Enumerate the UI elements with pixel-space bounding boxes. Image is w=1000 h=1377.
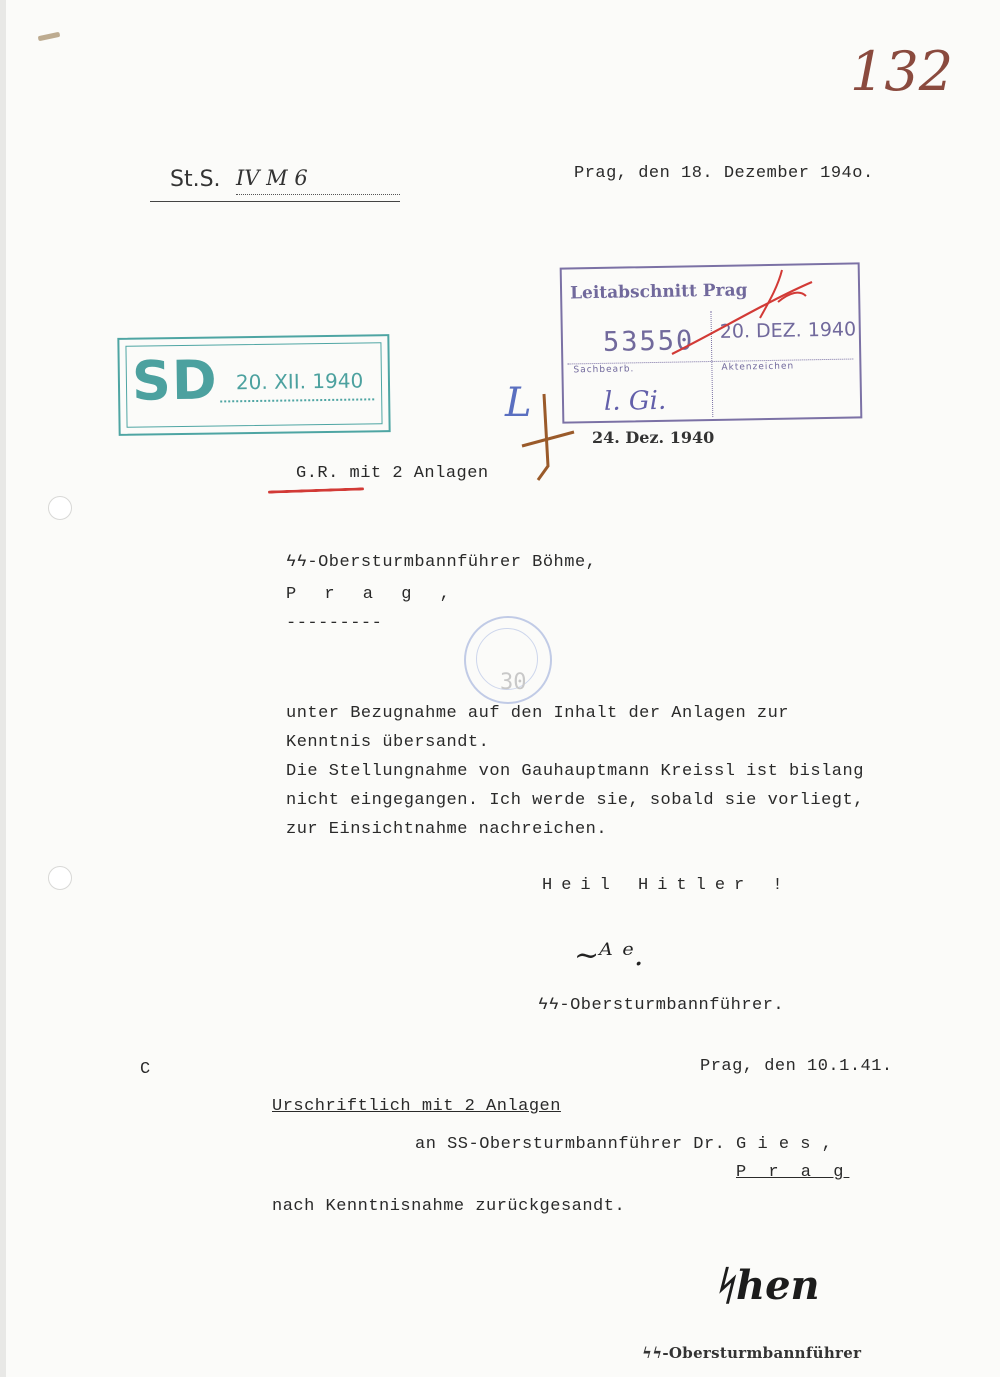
received-date: 24. Dez. 1940 <box>592 428 715 447</box>
return-note-action: nach Kenntnisnahme zurückgesandt. <box>272 1197 626 1216</box>
body-line-5: zur Einsichtnahme nachreichen. <box>286 820 608 839</box>
brown-check-stroke <box>538 394 548 480</box>
margin-l-mark: L <box>505 380 532 426</box>
body-line-4: nicht eingegangen. Ich werde sie, sobald sie vorliegt, <box>286 791 864 810</box>
c-marker: C <box>140 1060 151 1079</box>
body-line-1: unter Bezugnahme auf den Inhalt der Anlagen zur <box>286 704 789 723</box>
recipient-underline: --------- <box>286 614 383 633</box>
second-date-line: Prag, den 10.1.41. <box>700 1057 893 1076</box>
registration-label-left: Sachbearb. <box>573 364 635 376</box>
enclosure-line: G.R. mit 2 Anlagen <box>296 464 489 483</box>
return-note-heading: Urschriftlich mit 2 Anlagen <box>272 1097 561 1116</box>
sd-stamp-letters: SD <box>131 348 219 413</box>
signature-2: ᛋhen <box>712 1262 820 1309</box>
closing-salutation: Heil Hitler ! <box>542 876 792 895</box>
signature-1: ~ᴬ ᵉ. <box>574 938 644 973</box>
red-check-stroke <box>760 270 782 318</box>
return-note-city: P r a g <box>736 1163 850 1182</box>
reference-handwritten: IV M 6 <box>236 166 308 190</box>
recipient-city: P r a g , <box>286 585 459 604</box>
rank-rubber-stamp: ϟϟ-Obersturmbannführer <box>642 1344 862 1362</box>
body-line-2: Kenntnis übersandt. <box>286 733 490 752</box>
faint-number: 30 <box>500 670 527 695</box>
recipient-name: ϟϟ-Obersturmbannführer Böhme, <box>286 553 597 572</box>
registration-label-right: Aktenzeichen <box>721 361 795 373</box>
folio-number: 132 <box>850 40 954 103</box>
registration-stamp-title: Leitabschnitt Prag <box>569 280 748 304</box>
reference-printed: St.S. <box>170 167 221 192</box>
registration-initials: l. Gi. <box>603 385 667 417</box>
registration-date: 20. DEZ. 1940 <box>719 318 857 343</box>
body-line-3: Die Stellungnahme von Gauhauptmann Kreissl ist bislang <box>286 762 864 781</box>
return-note-recipient: an SS-Obersturmbannführer Dr. G i e s , <box>415 1135 833 1154</box>
registration-number: 53550 <box>602 325 695 358</box>
sd-stamp-date: 20. XII. 1940 <box>235 368 364 395</box>
date-line: Prag, den 18. Dezember 194o. <box>574 164 874 183</box>
signature-rank: ϟϟ-Obersturmbannführer. <box>538 996 785 1015</box>
